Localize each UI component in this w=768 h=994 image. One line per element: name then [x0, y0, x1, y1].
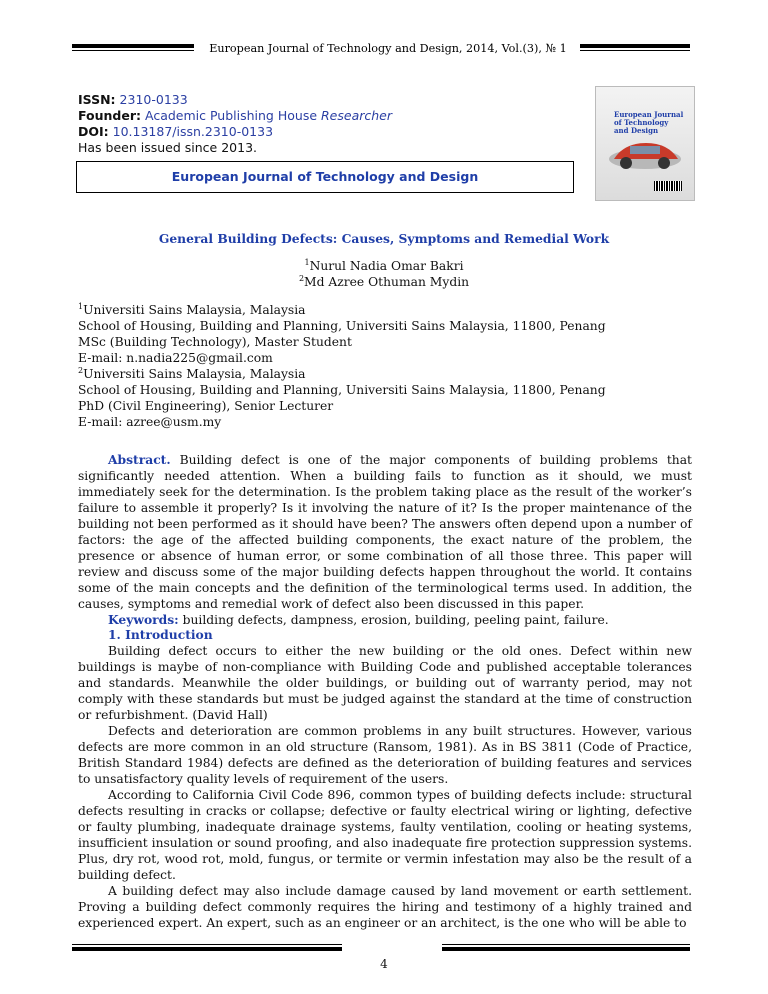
body-paragraph: According to California Civil Code 896, common types of building defects include: structural defects resulting in cracks or collapse; defective or faulty electrical wiring or lighting, defective or faulty plumbing, inadequate drainage systems, faulty ventilation, cooling or heating systems, insufficient insulation or sound proofing, and also inadequate fire protection suppression systems. Plus, dry rot, wood rot, mold, fungus, or termite or vermin infestation may also be the result of a building defect. — [78, 788, 692, 882]
affiliation-line: E-mail: n.nadia225@gmail.com — [78, 351, 273, 365]
abstract-section — [78, 452, 692, 628]
doi-label: DOI: — [78, 124, 109, 139]
keywords-text: building defects, dampness, erosion, building, peeling paint, failure. — [182, 613, 609, 627]
affiliation-line: $^2$Universiti Sains Malaysia, Malaysia — [78, 365, 306, 381]
running-head: European Journal of Technology and Design, 2014, Vol.(3), № 1 — [209, 42, 567, 55]
author-1: $^1$Nurul Nadia Omar Bakri — [304, 257, 464, 273]
abstract-text: Building defect is one of the major components of building problems that significantly needed attention. When a building fails to function as it should, we must immediately seek for the determination. Is the problem taking place as the result of the worker’s failure to assemble it properly? Is it involving the nature of it? Is the proper maintenance of the building not been performed as it should have been? The answers often depend upon a number of factors: the age of the affected building components, the exact nature of the problem, the presence or absence of human error, or some combination of all those three. This paper will review and discuss some of the major building defects happen throughout the world. It contains some of the main concepts and the definition of the terminological terms used. In addition, the causes, symptoms and remedial work of defect also been discussed in this paper. — [78, 453, 692, 611]
founder-value: Academic Publishing House — [145, 108, 318, 123]
journal-cover-image — [595, 86, 695, 201]
issn-value: 2310-0133 — [119, 92, 188, 107]
journal-meta — [78, 92, 392, 156]
affiliation-line: PhD (Civil Engineering), Senior Lecturer — [78, 399, 334, 413]
affiliation-line: School of Housing, Building and Planning, Universiti Sains Malaysia, 11800, Penang — [78, 319, 606, 333]
car-illustration-icon — [606, 133, 684, 173]
doi-value[interactable]: 10.13187/issn.2310-0133 — [112, 124, 274, 139]
affiliation-line: School of Housing, Building and Planning, Universiti Sains Malaysia, 11800, Penang — [78, 383, 606, 397]
cover-title: European Journal of Technology and Design — [614, 110, 684, 135]
issn-label: ISSN: — [78, 92, 116, 107]
affiliation-line: E-mail: azree@usm.my — [78, 415, 222, 429]
body-paragraph: Defects and deterioration are common problems in any built structures. However, various defects are more common in an old structure (Ransom, 1981). As in BS 3811 (Code of Practice, British Standard 1984) defects are defined as the deterioration of building features and services to unsatisfactory quality levels of requirement of the users. — [78, 724, 692, 786]
section-heading: 1. Introduction — [108, 627, 213, 642]
page-number: 4 — [380, 957, 388, 971]
abstract-label: Abstract. — [108, 452, 171, 467]
keywords-paragraph — [78, 612, 692, 628]
body-paragraph: Building defect occurs to either the new building or the old ones. Defect within new buildings is maybe of non-compliance with Building Code and published acceptable tolerances and standards. Meanwhile the older buildings, or building out of warranty period, may not comply with these standards but must be judged against the standard at the time of construction or refurbishment. (David Hall) — [78, 644, 692, 722]
paper-title: General Building Defects: Causes, Symptoms and Remedial Work — [158, 231, 610, 246]
founder-value-italic: Researcher — [321, 108, 393, 123]
journal-name-box: European Journal of Technology and Design — [76, 161, 574, 193]
author-list — [0, 258, 768, 290]
body-paragraph: A building defect may also include damage caused by land movement or earth settlement. Proving a building defect commonly requires the hiring and testimony of a highly trained and experienced expert. An expert, such as an engineer or an architect, is the one who will be able to — [78, 884, 692, 930]
founder-label: Founder: — [78, 108, 142, 123]
abstract-paragraph — [78, 452, 692, 612]
affiliation-line: MSc (Building Technology), Master Student — [78, 335, 352, 349]
issued-since: Has been issued since 2013. — [78, 140, 258, 155]
introduction-body — [78, 643, 692, 931]
author-2: $^2$Md Azree Othuman Mydin — [298, 273, 470, 289]
affiliation-line: $^1$Universiti Sains Malaysia, Malaysia — [78, 301, 306, 317]
affiliations — [78, 302, 606, 430]
keywords-label: Keywords: — [108, 612, 179, 627]
barcode-icon — [654, 181, 682, 191]
